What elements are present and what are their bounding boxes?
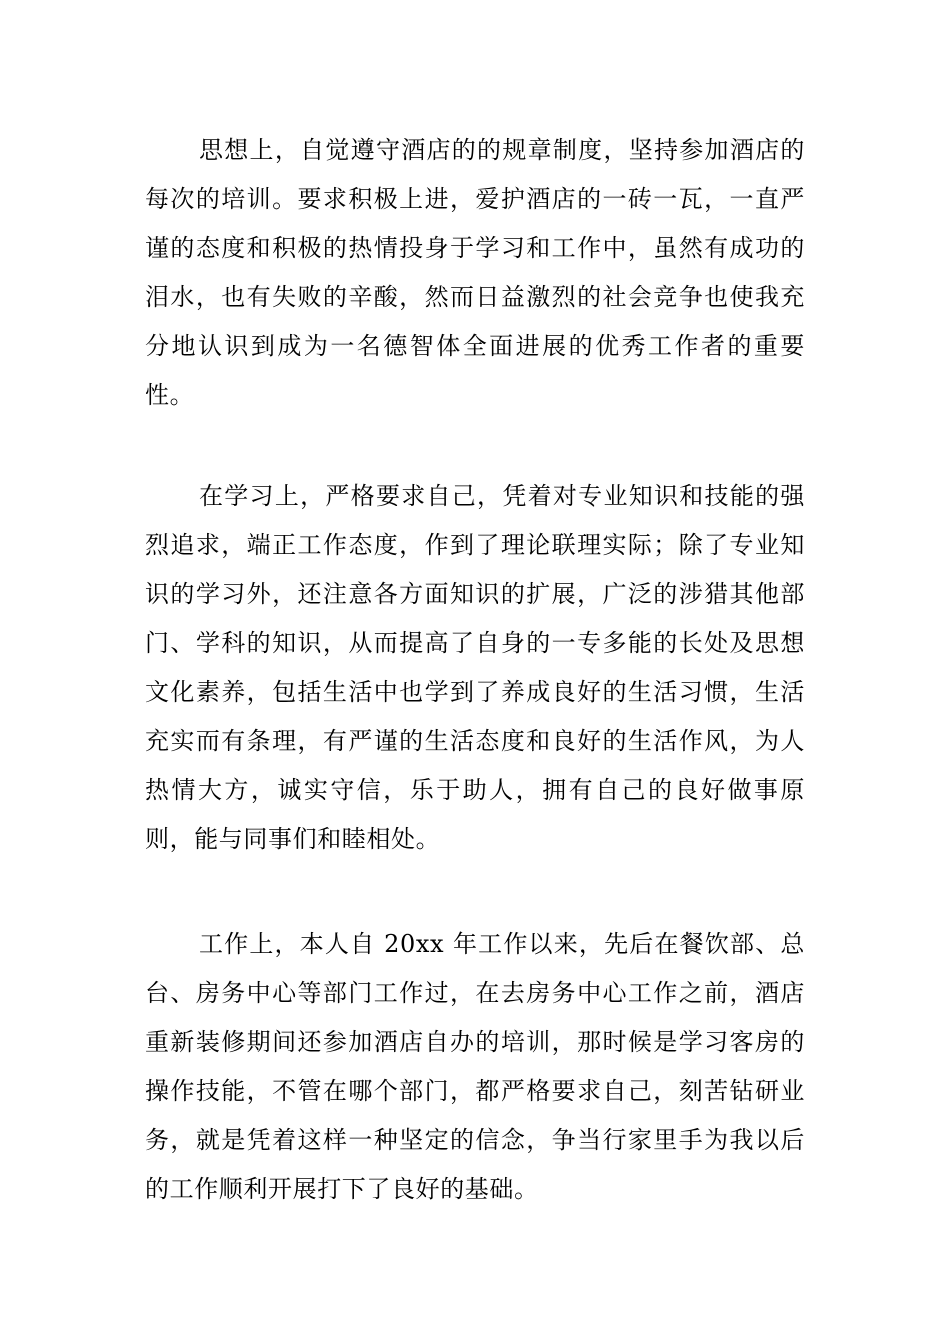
paragraph-work: 工作上，本人自 20xx 年工作以来，先后在餐饮部、总台、房务中心等部门工作过，在去房务中心工作之前，酒店重新装修期间还参加酒店自办的培训，那时候是学习客房的操作技能，不管在哪个部门，都严格要求自己，刻苦钻研业务，就是凭着这样一种坚定的信念，争当行家里手为我以后的工作顺利开展打下了良好的基础。: [145, 930, 805, 1203]
paragraph-ideology: 思想上，自觉遵守酒店的的规章制度，坚持参加酒店的每次的培训。要求积极上进，爱护酒店的一砖一瓦，一直严谨的态度和积极的热情投身于学习和工作中，虽然有成功的泪水，也有失败的辛酸，然而日益激烈的社会竞争也使我充分地认识到成为一名德智体全面进展的优秀工作者的重要性。: [145, 136, 805, 409]
paragraph-study: 在学习上，严格要求自己，凭着对专业知识和技能的强烈追求，端正工作态度，作到了理论联理实际；除了专业知识的学习外，还注意各方面知识的扩展，广泛的涉猎其他部门、学科的知识，从而提高了自身的一专多能的长处及思想文化素养，包括生活中也学到了养成良好的生活习惯，生活充实而有条理，有严谨的生活态度和良好的生活作风，为人热情大方，诚实守信，乐于助人，拥有自己的良好做事原则，能与同事们和睦相处。: [145, 482, 805, 853]
